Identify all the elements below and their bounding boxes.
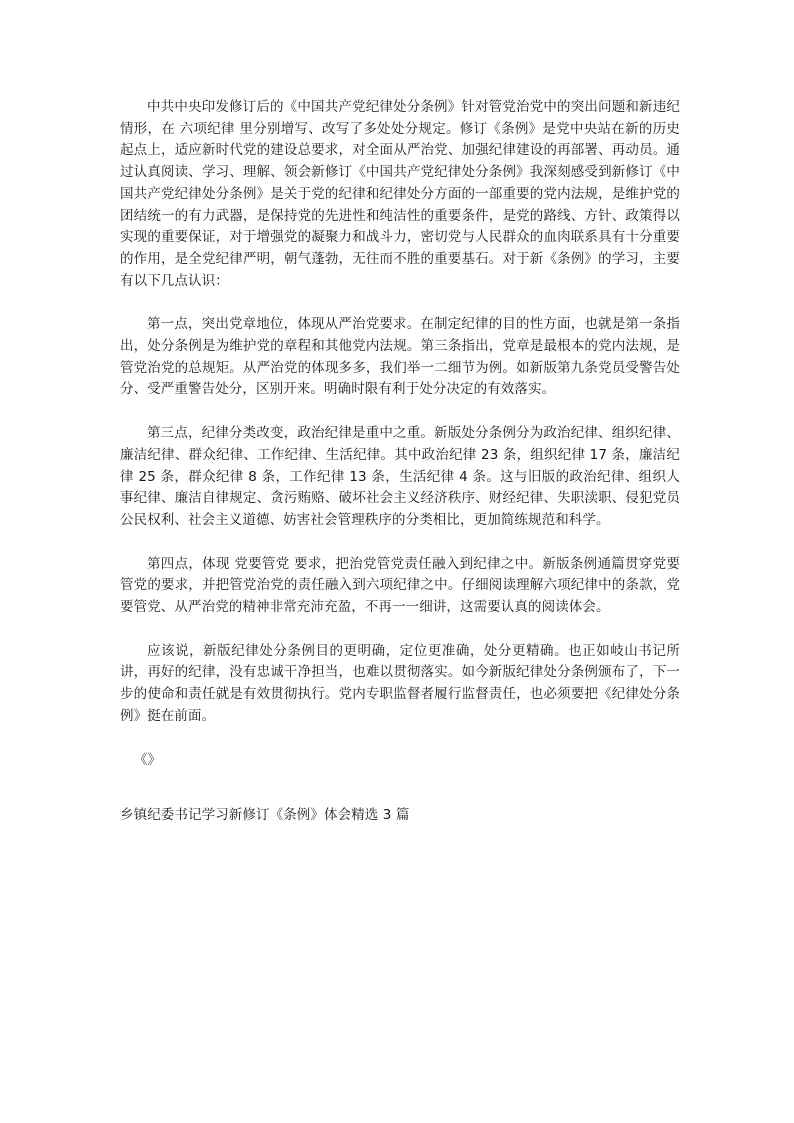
paragraph-intro: 中共中央印发修订后的《中国共产党纪律处分条例》针对管党治党中的突出问题和新违纪情形，在 六项纪律 里分别增写、改写了多处处分规定。修订《条例》是党中央站在新的历史起点上，适应新时代党的建设总要求，对全面从严治党、加强纪律建设的再部署、再动员。通过认真阅读、学习、理解、领会新修订《中国共产党纪律处分条例》我深刻感受到新修订《中国共产党纪律处分条例》是关于党的纪律和纪律处分方面的一部重要的党内法规，是维护党的团结统一的有力武器，是保持党的先进性和纯洁性的重要条件，是党的路线、方针、政策得以实现的重要保证，对于增强党的凝聚力和战斗力，密切党与人民群众的血肉联系具有十分重要的作用，是全党纪律严明，朝气蓬勃，无往而不胜的重要基石。对于新《条例》的学习，主要有以下几点认识： xyxy=(120,99,680,289)
paragraph-conclusion: 应该说，新版纪律处分条例目的更明确，定位更准确，处分更精确。也正如岐山书记所讲，再好的纪律，没有忠诚干净担当，也难以贯彻落实。如今新版纪律处分条例颁布了，下一步的使命和责任就是有效贯彻执行。党内专职监督者履行监督责任，也必须要把《纪律处分条例》挺在前面。 xyxy=(120,642,680,724)
paragraph-point-one: 第一点，突出党章地位，体现从严治党要求。在制定纪律的目的性方面，也就是第一条指出，处分条例是为维护党的章程和其他党内法规。第三条指出，党章是最根本的党内法规，是管党治党的总规矩。从严治党的体现多多，我们举一二细节为例。如新版第九条党员受警告处分、受严重警告处分，区别开来。明确时限有利于处分决定的有效落实。 xyxy=(120,316,680,398)
footer-title: 乡镇纪委书记学习新修订《条例》体会精选 3 篇 xyxy=(120,807,410,823)
empty-book-title-marks: 《》 xyxy=(134,751,161,768)
paragraph-point-three: 第三点，纪律分类改变，政治纪律是重中之重。新版处分条例分为政治纪律、组织纪律、廉洁纪律、群众纪律、工作纪律、生活纪律。其中政治纪律 23 条，组织纪律 17 条，廉洁纪律 25 条，群众纪律 8 条，工作纪律 13 条，生活纪律 4 条。这与旧版的政治纪律、组织人事纪律、廉洁自律规定、贪污贿赂、破坏社会主义经济秩序、财经纪律、失职渎职、侵犯党员公民权利、社会主义道德、妨害社会管理秩序的分类相比，更加简练规范和科学。 xyxy=(120,425,680,528)
paragraph-point-four: 第四点，体现 党要管党 要求，把治党管党责任融入到纪律之中。新版条例通篇贯穿党要管党的要求，并把管党治党的责任融入到六项纪律之中。仔细阅读理解六项纪律中的条款，党要管党、从严治党的精神非常充沛充盈，不再一一细讲，这需要认真的阅读体会。 xyxy=(120,555,680,616)
document-body xyxy=(120,97,680,771)
